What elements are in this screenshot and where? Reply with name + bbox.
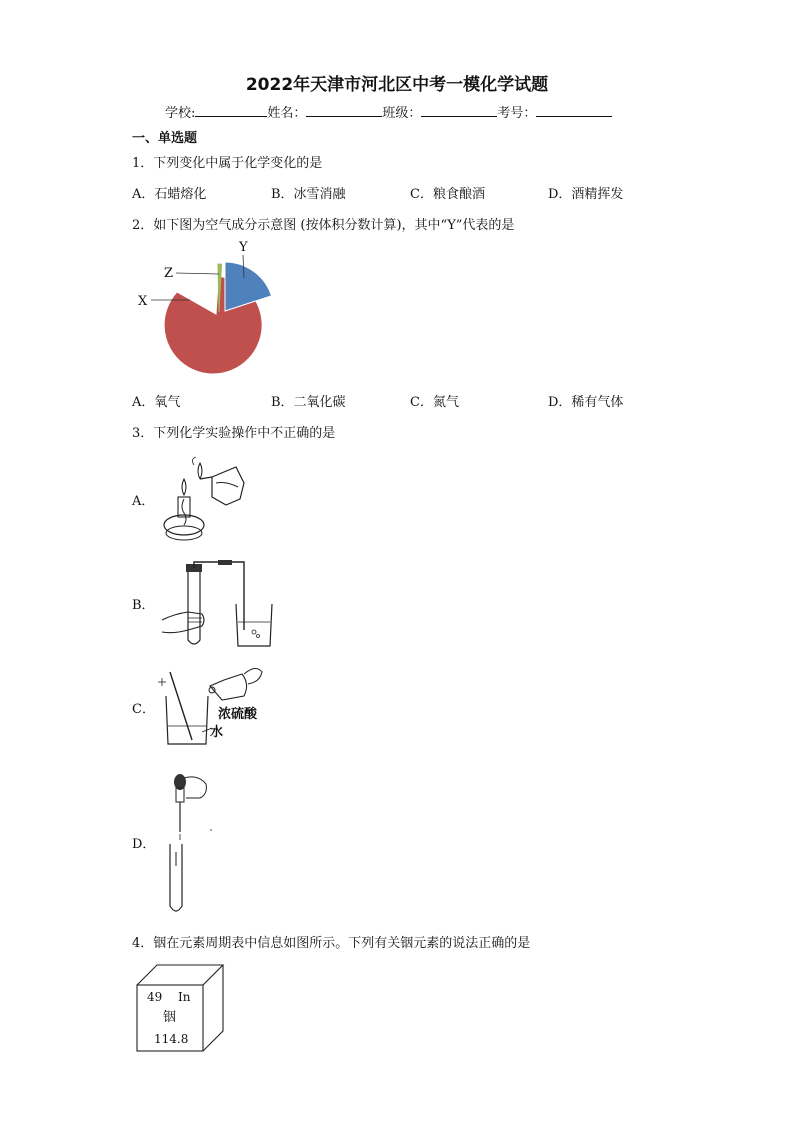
pie-slice-y [225,262,272,311]
label-y: Y [239,240,248,255]
element-symbol: In [178,990,191,1004]
q2-option-d[interactable]: D．稀有气体 [548,395,624,410]
question-4-stem: 4．铟在元素周期表中信息如图所示。下列有关铟元素的说法正确的是 [132,936,531,951]
class-label: 班级： [382,106,422,121]
q1-option-a[interactable]: A．石蜡熔化 [132,187,207,202]
label-z: Z [164,266,174,281]
diluting-sulfuric-acid-illustration [152,660,270,752]
q2-option-a[interactable]: A．氧气 [132,395,181,410]
label-x: X [138,294,148,309]
label-concentrated-sulfuric-acid: 浓硫酸 [218,707,258,722]
question-2-stem: 2．如下图为空气成分示意图 (按体积分数计算)，其中“Y”代表的是 [132,218,515,233]
element-atomic-number: 49 [147,990,163,1004]
q2-option-c[interactable]: C．氮气 [410,395,459,410]
q3-option-d[interactable]: D． [132,837,156,852]
q2-option-b[interactable]: B．二氧化碳 [271,395,346,410]
q1-option-c[interactable]: C．粮食酿酒 [410,187,485,202]
label-water: 水 [210,725,224,740]
student-info-line [165,102,612,121]
alcohol-lamp-lighting-illustration [160,455,250,543]
school-blank[interactable] [195,104,267,117]
number-blank[interactable] [536,104,612,117]
air-composition-pie-chart [130,234,290,382]
name-blank[interactable] [306,104,382,117]
airtightness-check-illustration [158,560,278,652]
leader-line-z [176,273,219,274]
element-atomic-mass: 114.8 [154,1032,189,1046]
class-blank[interactable] [421,104,497,117]
element-name: 铟 [163,1010,177,1025]
dropper-test-tube-illustration [160,770,220,918]
section-heading: 一、单选题 [132,131,198,146]
q1-option-b[interactable]: B．冰雪消融 [271,187,346,202]
q3-option-a[interactable]: A． [132,494,155,509]
school-label: 学校: [165,106,196,121]
q3-option-b[interactable]: B． [132,598,155,613]
question-3-stem: 3．下列化学实验操作中不正确的是 [132,426,336,441]
q1-option-d[interactable]: D．酒精挥发 [548,187,624,202]
q3-option-c[interactable]: C． [132,702,155,717]
question-1-stem: 1．下列变化中属于化学变化的是 [132,156,323,171]
page-title: 2022年天津市河北区中考一模化学试题 [245,75,549,95]
indium-element-card [135,963,229,1055]
number-label: 考号： [497,106,537,121]
name-label: 姓名： [267,106,307,121]
